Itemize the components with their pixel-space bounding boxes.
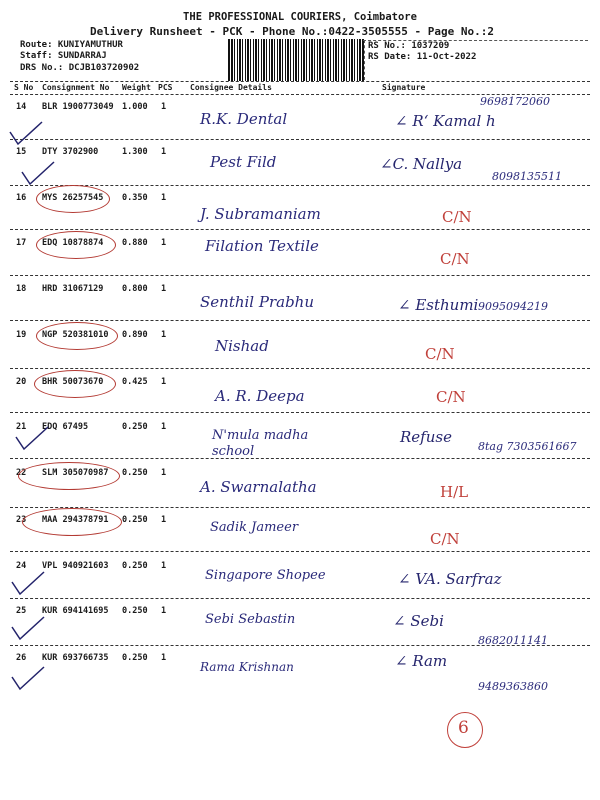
row-signature: ∠ Rʻ Kamal h bbox=[395, 112, 496, 130]
row-signature: ∠ Esthumi bbox=[398, 296, 479, 314]
row-sno: 19 bbox=[16, 330, 27, 340]
row-consignment: NGP 520381010 bbox=[42, 330, 109, 340]
red-circle-mark bbox=[36, 231, 116, 259]
row-status: C/N bbox=[425, 345, 455, 363]
row-sno: 22 bbox=[16, 468, 27, 478]
row-weight: 0.250 bbox=[122, 515, 148, 525]
red-circle-mark bbox=[18, 462, 120, 490]
row-sno: 21 bbox=[16, 422, 27, 432]
row-sno: 25 bbox=[16, 606, 27, 616]
row-consignment: HRD 31067129 bbox=[42, 284, 104, 294]
col-sno: S No bbox=[14, 83, 34, 92]
row-divider bbox=[10, 551, 590, 552]
row-signature: ∠ Ram bbox=[395, 652, 448, 670]
row-divider bbox=[10, 368, 590, 369]
col-weight: Weight bbox=[122, 83, 151, 92]
row-signature: ∠C. Nallya bbox=[380, 155, 463, 173]
row-divider bbox=[10, 598, 590, 599]
row-consignment: MYS 26257545 bbox=[42, 193, 104, 203]
row-consignee: Singapore Shopee bbox=[205, 568, 326, 583]
row-divider bbox=[10, 507, 590, 508]
row-status: C/N bbox=[442, 208, 472, 226]
row-consignment: BLR 1900773049 bbox=[42, 102, 114, 112]
row-consignee: R.K. Dental bbox=[200, 110, 288, 128]
row-pcs: 1 bbox=[161, 653, 167, 663]
col-consignment: Consignment No bbox=[42, 83, 110, 92]
row-signature: ∠ Sebi bbox=[393, 612, 444, 630]
row-consignee: Filation Textile bbox=[205, 237, 319, 255]
row-sno: 24 bbox=[16, 561, 27, 571]
row-status: C/N bbox=[440, 250, 470, 268]
row-divider bbox=[10, 185, 590, 186]
row-phone-note: 9095094219 bbox=[478, 300, 548, 313]
row-consignment: MAA 294378791 bbox=[42, 515, 109, 525]
col-pcs: PCS bbox=[158, 83, 173, 92]
row-divider bbox=[10, 458, 590, 459]
row-pcs: 1 bbox=[161, 284, 167, 294]
row-pcs: 1 bbox=[161, 238, 167, 248]
row-sno: 23 bbox=[16, 515, 27, 525]
row-status: C/N bbox=[436, 388, 466, 406]
row-phone-note: 8098135511 bbox=[492, 170, 562, 183]
staff-label: Staff: SUNDARRAJ bbox=[20, 51, 107, 61]
row-consignee: Sebi Sebastin bbox=[205, 612, 296, 627]
row-sno: 15 bbox=[16, 147, 27, 157]
row-weight: 1.000 bbox=[122, 102, 148, 112]
row-pcs: 1 bbox=[161, 468, 167, 478]
row-divider bbox=[10, 412, 590, 413]
row-pcs: 1 bbox=[161, 193, 167, 203]
row-divider bbox=[10, 275, 590, 276]
row-pcs: 1 bbox=[161, 561, 167, 571]
check-mark-icon bbox=[8, 615, 48, 643]
row-weight: 0.800 bbox=[122, 284, 148, 294]
row-consignment: KUR 694141695 bbox=[42, 606, 109, 616]
row-weight: 0.250 bbox=[122, 653, 148, 663]
row-sno: 16 bbox=[16, 193, 27, 203]
row-signature: Refuse bbox=[400, 428, 452, 446]
row-pcs: 1 bbox=[161, 515, 167, 525]
route-label: Route: KUNIYAMUTHUR bbox=[20, 40, 123, 50]
row-pcs: 1 bbox=[161, 377, 167, 387]
row-weight: 0.250 bbox=[122, 468, 148, 478]
row-divider bbox=[10, 139, 590, 140]
page-mark: 6 bbox=[458, 718, 469, 738]
row-weight: 0.880 bbox=[122, 238, 148, 248]
header-rule-top bbox=[10, 81, 590, 82]
row-sno: 14 bbox=[16, 102, 27, 112]
row-status: H/L bbox=[440, 483, 469, 501]
row-pcs: 1 bbox=[161, 102, 167, 112]
row-weight: 0.890 bbox=[122, 330, 148, 340]
drs-label: DRS No.: DCJB103720902 bbox=[20, 63, 140, 73]
row-sno: 26 bbox=[16, 653, 27, 663]
barcode-image bbox=[228, 39, 364, 81]
red-circle-mark bbox=[36, 322, 118, 350]
col-signature: Signature bbox=[382, 83, 426, 92]
row-divider bbox=[10, 320, 590, 321]
row-status: C/N bbox=[430, 530, 460, 548]
check-mark-icon bbox=[12, 425, 52, 453]
red-circle-mark bbox=[36, 185, 110, 213]
row-weight: 0.425 bbox=[122, 377, 148, 387]
row-weight: 1.300 bbox=[122, 147, 148, 157]
check-mark-icon bbox=[8, 570, 48, 598]
rs-date: RS Date: 11-Oct-2022 bbox=[368, 52, 477, 62]
row-consignee: Nishad bbox=[215, 337, 269, 355]
row-weight: 0.250 bbox=[122, 561, 148, 571]
row-consignment: DTY 3702900 bbox=[42, 147, 99, 157]
row-sno: 18 bbox=[16, 284, 27, 294]
row-consignee: Sadik Jameer bbox=[210, 520, 299, 535]
header-divider bbox=[364, 40, 365, 80]
row-phone-note: 8tag 7303561667 bbox=[478, 440, 577, 453]
row-consignment: VPL 940921603 bbox=[42, 561, 109, 571]
row-pcs: 1 bbox=[161, 147, 167, 157]
company-title: THE PROFESSIONAL COURIERS, Coimbatore bbox=[183, 11, 417, 23]
row-sno: 20 bbox=[16, 377, 27, 387]
row-divider bbox=[10, 229, 590, 230]
row-phone-note: 9489363860 bbox=[478, 680, 548, 693]
row-weight: 0.250 bbox=[122, 422, 148, 432]
row-consignee: Senthil Prabhu bbox=[200, 293, 314, 311]
row-signature: ∠ VA. Sarfraz bbox=[398, 570, 502, 588]
row-weight: 0.350 bbox=[122, 193, 148, 203]
red-circle-mark bbox=[34, 370, 116, 398]
row-divider bbox=[10, 645, 590, 646]
col-consignee: Consignee Details bbox=[190, 83, 272, 92]
check-mark-icon bbox=[8, 665, 48, 693]
row-consignee: N'mula madha school bbox=[212, 428, 309, 459]
row-consignee: A. Swarnalatha bbox=[200, 478, 317, 496]
row-consignment: BHR 50073670 bbox=[42, 377, 104, 387]
row-consignment: SLM 305070987 bbox=[42, 468, 109, 478]
row-weight: 0.250 bbox=[122, 606, 148, 616]
row-pcs: 1 bbox=[161, 606, 167, 616]
rs-number: RS No.: 1037209 bbox=[368, 41, 450, 51]
row-consignee: A. R. Deepa bbox=[215, 387, 305, 405]
row-phone-note: 9698172060 bbox=[480, 95, 550, 108]
row-consignment: KUR 693766735 bbox=[42, 653, 109, 663]
row-phone-note: 8682011141 bbox=[478, 634, 548, 647]
row-consignee: J. Subramaniam bbox=[200, 205, 321, 223]
row-consignment: EDQ 10878874 bbox=[42, 238, 104, 248]
check-mark-icon bbox=[6, 120, 46, 148]
row-pcs: 1 bbox=[161, 330, 167, 340]
row-consignee: Pest Fild bbox=[210, 153, 277, 171]
row-consignee: Rama Krishnan bbox=[200, 660, 294, 674]
runsheet-subtitle: Delivery Runsheet - PCK - Phone No.:0422-3505555 - Page No.:2 bbox=[90, 25, 494, 38]
row-sno: 17 bbox=[16, 238, 27, 248]
check-mark-icon bbox=[18, 160, 58, 188]
row-pcs: 1 bbox=[161, 422, 167, 432]
red-circle-mark bbox=[22, 508, 122, 536]
row-consignment: EDQ 67495 bbox=[42, 422, 89, 432]
